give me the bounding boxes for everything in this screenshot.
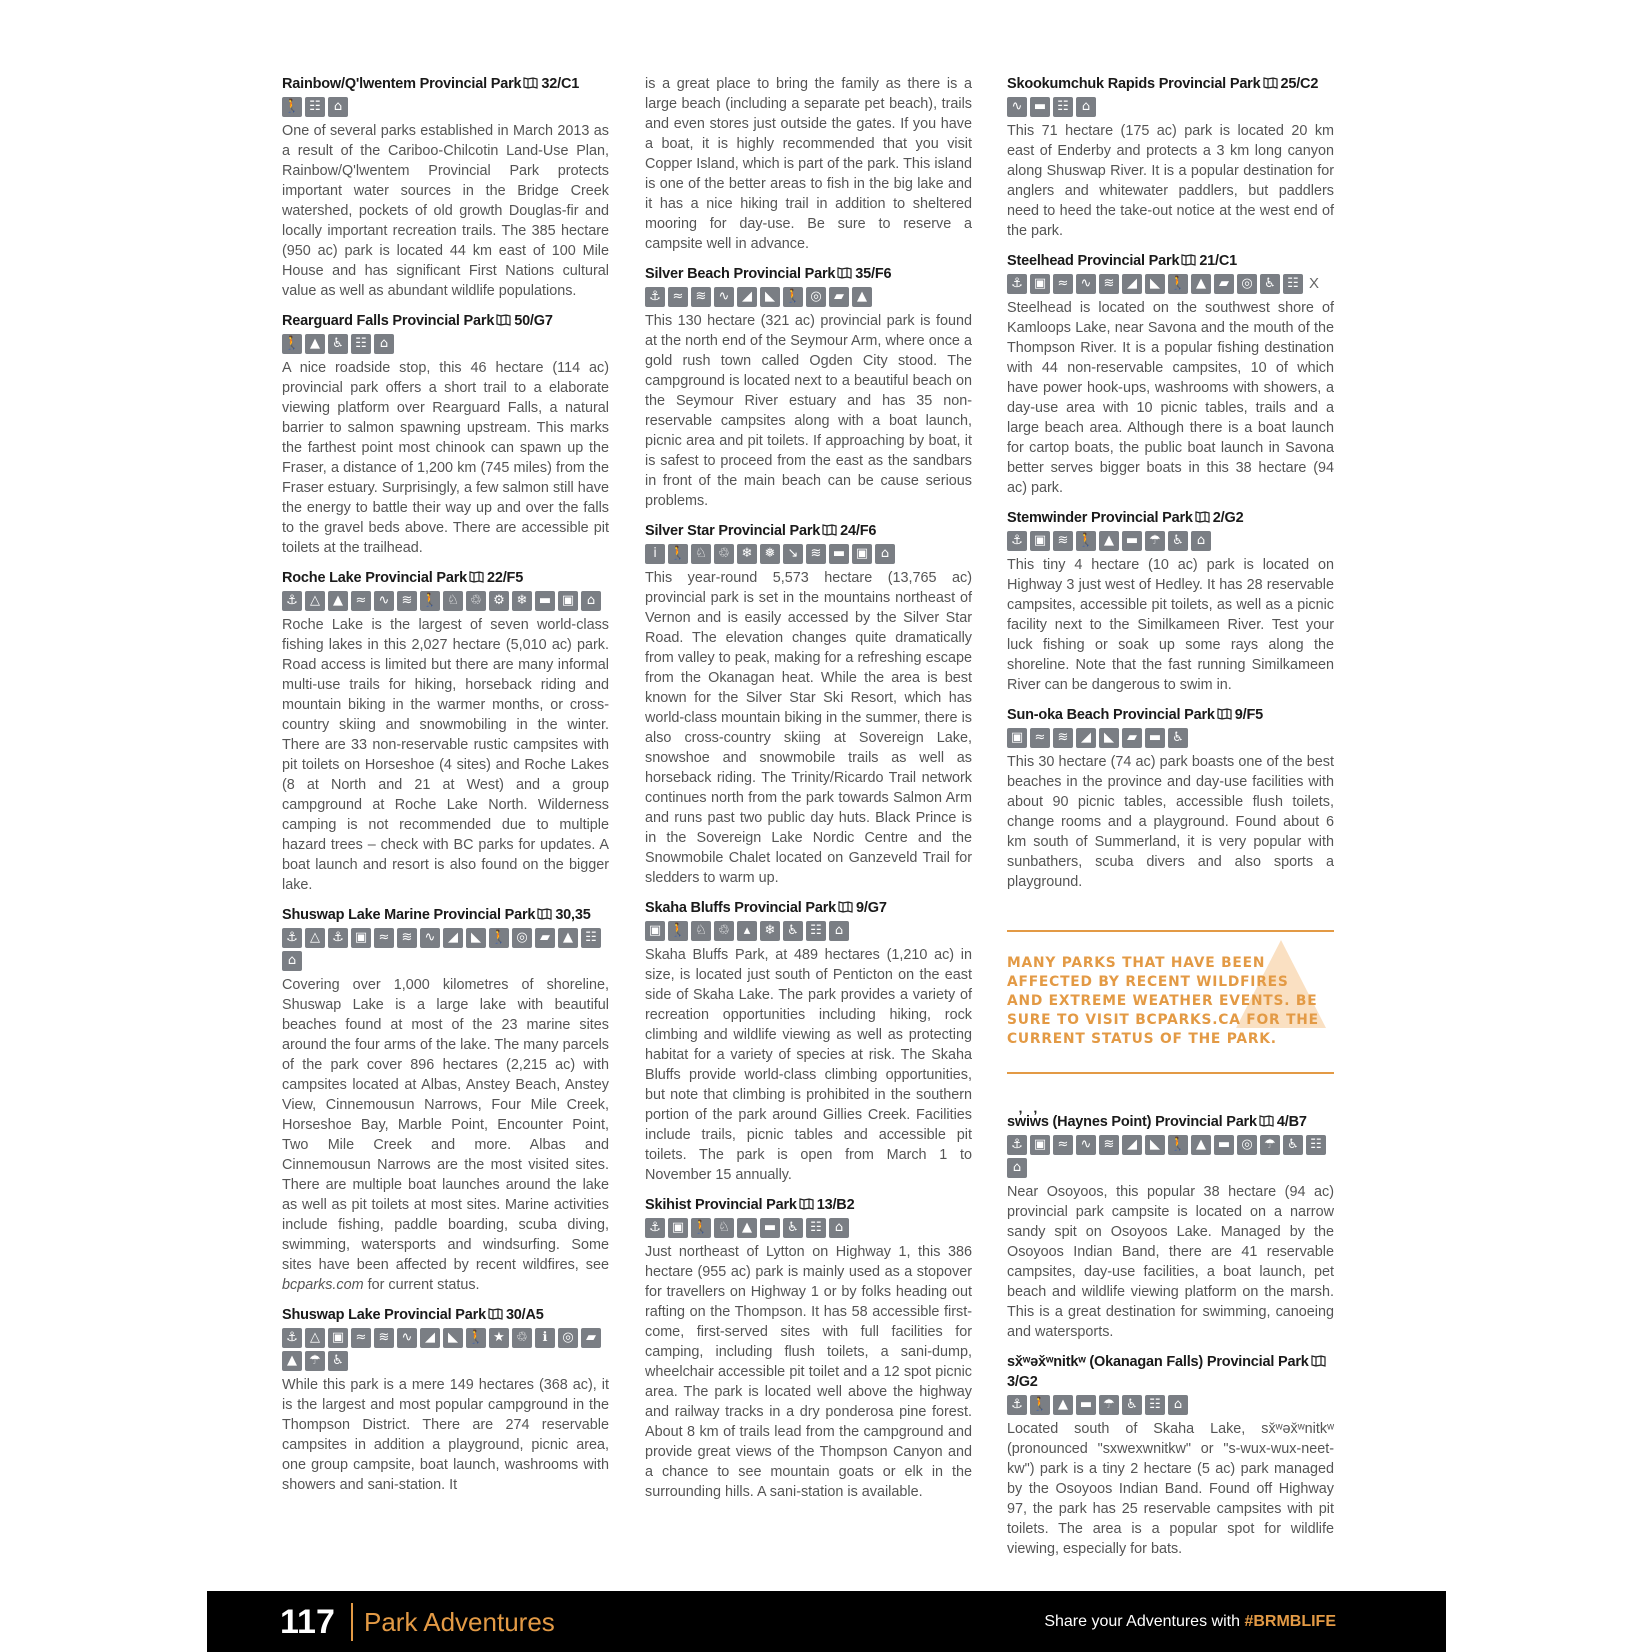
- amenity-icons: [1007, 97, 1334, 117]
- swimming-icon: ≋: [1053, 728, 1073, 748]
- map-book-icon: [838, 901, 853, 913]
- park-title: [282, 568, 609, 588]
- snowmobile-icon: ▬: [829, 544, 849, 564]
- park-description: [282, 1375, 609, 1495]
- picnic-icon: ☷: [1145, 1395, 1165, 1415]
- map-reference: 24/F6: [840, 523, 877, 539]
- toilet-icon: ⌂: [328, 97, 348, 117]
- rv-icon: ▣: [645, 921, 665, 941]
- fishing-icon: ⚓: [282, 1328, 302, 1348]
- rv-icon: ▣: [668, 1218, 688, 1238]
- park-description: [1007, 1419, 1334, 1559]
- park-text-after: for current status.: [367, 1277, 480, 1293]
- toilet-icon: ⌂: [1191, 531, 1211, 551]
- hiking-icon: 🚶: [691, 1218, 711, 1238]
- fishing-icon: ⚓: [645, 287, 665, 307]
- toilet-icon: ⌂: [374, 334, 394, 354]
- share-text: Share your Adventures with: [1044, 1613, 1240, 1630]
- fishing-icon: ⚓: [282, 591, 302, 611]
- map-reference: 4/B7: [1276, 1114, 1307, 1130]
- atv-icon: ⚙: [489, 591, 509, 611]
- snowmobile-icon: ▬: [1214, 1135, 1234, 1155]
- amenity-icons: [645, 1218, 972, 1238]
- paddling-icon: ∿: [1076, 274, 1096, 294]
- amenity-icons: [1007, 1395, 1334, 1415]
- hiking-icon: 🚶: [668, 544, 688, 564]
- park-description: [1007, 298, 1334, 498]
- paddling-icon: ∿: [420, 928, 440, 948]
- boat-launch-icon: ≈: [668, 287, 688, 307]
- park-entry: [1007, 251, 1334, 498]
- park-title: [282, 905, 609, 925]
- park-title: [282, 74, 609, 94]
- picnic-icon: ☷: [351, 334, 371, 354]
- park-text: is a great place to bring the family as there is a large beach (including a separate pet beach), trails and even stores just outside the gates. If you have a boat, it is highly recommended that you visit Copper Island, which is part of the park. This island is one of the better areas to fish in the big lake and it has a nice hiking trail in addition to sheltered mooring for day-use. Be sure to reserve a campsite well in advance.: [645, 76, 972, 252]
- canoe-icon: ◣: [443, 1328, 463, 1348]
- snowmobile-icon: ▬: [1030, 97, 1050, 117]
- hiking-icon: 🚶: [1168, 1135, 1188, 1155]
- map-reference: 9/F5: [1234, 707, 1263, 723]
- fishing-icon: ⚓: [645, 1218, 665, 1238]
- map-book-icon: [488, 1308, 503, 1320]
- amenity-icons: [282, 1328, 609, 1371]
- hashtag-link[interactable]: #BRMBLIFE: [1244, 1613, 1336, 1630]
- amenity-icons: [282, 928, 609, 971]
- boat-launch-icon: ≈: [351, 591, 371, 611]
- park-entry: [1007, 1352, 1334, 1559]
- mountain-bike-icon: ♲: [714, 544, 734, 564]
- accessible-icon: ♿: [1283, 1135, 1303, 1155]
- windsurfing-icon: ◢: [737, 287, 757, 307]
- share-line: [1044, 1611, 1336, 1633]
- map-book-icon: [523, 77, 538, 89]
- park-text: This 71 hectare (175 ac) park is located 20 km east of Enderby and protects a 3 km long canyon along Shuswap River. It is a popular destination for anglers and whitewater paddlers, but paddlers need to heed the take-out notice at the west end of the park.: [1007, 123, 1334, 239]
- park-name: Steelhead Provincial Park: [1007, 253, 1180, 269]
- toilet-icon: ⌂: [1007, 1158, 1027, 1178]
- park-title: [645, 521, 972, 541]
- windsurfing-icon: ◢: [1122, 274, 1142, 294]
- park-text: Located south of Skaha Lake, sx̌ʷəx̌ʷnitkʷ (pronounced "sxwexwnitkw" or "s-wux-wux-neet-kw") park is a tiny 2 hectare (5 ac) park managed by the Osoyoos Indian Band. Found off Highway 97, the park has 25 reservable campsites with pit toilets. The area is a popular spot for wildlife viewing, especially for bats.: [1007, 1421, 1334, 1557]
- snowmobile-icon: ▬: [1145, 728, 1165, 748]
- park-description: [1007, 555, 1334, 695]
- map-reference: 30,35: [555, 907, 591, 923]
- swimming-icon: ≋: [1053, 531, 1073, 551]
- map-book-icon: [469, 571, 484, 583]
- rv-icon: ▣: [852, 544, 872, 564]
- rv-icon: ▣: [1030, 1135, 1050, 1155]
- fishing-icon: ⚓: [1007, 1395, 1027, 1415]
- snowshoe-icon: ❅: [760, 544, 780, 564]
- park-text: A nice roadside stop, this 46 hectare (114 ac) provincial park offers a short trail to a elaborate viewing platform over Rearguard Falls, a natural barrier to salmon spawning upstream. This marks the farthest point most chinook can spawn up the Fraser, a distance of 1,200 km (745 miles) from the Fraser estuary. Surprisingly, a few salmon still have the energy to battle their way up and over the falls to the gravel beds above. There are accessible pit toilets at the trailhead.: [282, 360, 609, 556]
- paddling-icon: ∿: [397, 1328, 417, 1348]
- park-text: This 130 hectare (321 ac) provincial park is found at the north end of the Seymour Arm, where once a gold rush town called Ogden City stood. The campground is located next to a beautiful beach on the Seymour River estuary and has 35 non-reservable campsites along with a boat launch, picnic area and pit toilets. If approaching by boat, it is safest to proceed from the east as the sandbars in front of the main beach can be cause serious problems.: [645, 313, 972, 509]
- rv-icon: ▣: [558, 591, 578, 611]
- park-description: [645, 945, 972, 1185]
- canoe-icon: ◣: [466, 928, 486, 948]
- park-title: [1007, 508, 1334, 528]
- park-entry: [645, 898, 972, 1185]
- amenity-icons: [1007, 531, 1334, 551]
- map-reference: 30/A5: [505, 1307, 544, 1323]
- park-entry: [282, 568, 609, 895]
- park-title: [282, 1305, 609, 1325]
- map-book-icon: [1181, 254, 1196, 266]
- column-3: [1007, 74, 1334, 902]
- park-entry: [1007, 1112, 1334, 1342]
- boat-icon: ▰: [1122, 728, 1142, 748]
- hiking-icon: 🚶: [1030, 1395, 1050, 1415]
- cross-country-ski-icon: ❄: [512, 591, 532, 611]
- mountain-bike-icon: ♲: [466, 591, 486, 611]
- horseback-icon: ♘: [691, 544, 711, 564]
- park-name: Roche Lake Provincial Park: [282, 570, 467, 586]
- viewpoint-icon: ▲: [558, 928, 578, 948]
- swimming-icon: ≋: [397, 928, 417, 948]
- picnic-icon: ☷: [1283, 274, 1303, 294]
- park-entry: [1007, 508, 1334, 695]
- rv-icon: ▣: [351, 928, 371, 948]
- park-entry: [282, 1305, 609, 1495]
- hiking-icon: 🚶: [282, 97, 302, 117]
- park-name: Rainbow/Q'lwentem Provincial Park: [282, 76, 522, 92]
- picnic-icon: ☷: [806, 1218, 826, 1238]
- shower-icon: ☂: [305, 1351, 325, 1371]
- swimming-icon: ≋: [1099, 1135, 1119, 1155]
- rv-icon: ▣: [1030, 531, 1050, 551]
- park-name: Skaha Bluffs Provincial Park: [645, 900, 837, 916]
- toilet-icon: ⌂: [282, 951, 302, 971]
- boat-icon: ▰: [581, 1328, 601, 1348]
- picnic-icon: ☷: [581, 928, 601, 948]
- park-title: [645, 264, 972, 284]
- wildfire-notice-text: MANY PARKS THAT HAVE BEEN AFFECTED BY RECENT WILDFIRES AND EXTREME WEATHER EVENTS. BE SURE TO VISIT BCPARKS.CA FOR THE CURRENT STATUS OF THE PARK.: [1007, 955, 1319, 1047]
- hiking-icon: 🚶: [420, 591, 440, 611]
- map-book-icon: [1263, 77, 1278, 89]
- park-name: Shuswap Lake Provincial Park: [282, 1307, 486, 1323]
- park-name: Silver Beach Provincial Park: [645, 266, 836, 282]
- scuba-icon: ◎: [1237, 1135, 1257, 1155]
- swimming-icon: ≋: [691, 287, 711, 307]
- fishing-icon: ⚓: [1007, 1135, 1027, 1155]
- page-footer: [207, 1591, 1446, 1652]
- rv-icon: ▣: [1007, 728, 1027, 748]
- park-text: Covering over 1,000 kilometres of shoreline, Shuswap Lake is a large lake with beautiful beaches found at most of the 23 marine sites around the four arms of the lake. The many parcels of the park cover 896 hectares (2,215 ac) with campsites located at Albas, Anstey Beach, Anstey View, Cinnemousun Narrows, Four Mile Creek, Horseshoe Bay, Marble Point, Encounter Point, Two Mile Creek and more. Albas and Cinnemousun Narrows are the most visited sites. There are multiple boat launches around the lake as well as pit toilets at most sites. Marine activities include fishing, paddle boarding, scuba diving, swimming, watersports and windsurfing. Some sites have been affected by recent wildfires, see: [282, 977, 609, 1273]
- wildfire-notice-box: [1007, 930, 1334, 1074]
- footer-divider: [351, 1603, 353, 1641]
- park-description: [282, 975, 609, 1295]
- park-description: [1007, 752, 1334, 892]
- camping-icon: △: [305, 928, 325, 948]
- cross-country-ski-icon: ❄: [737, 544, 757, 564]
- map-reference: 3/G2: [1007, 1374, 1038, 1390]
- viewpoint-icon: ▲: [282, 1351, 302, 1371]
- picnic-icon: ☷: [1053, 97, 1073, 117]
- canoe-icon: ◣: [1145, 274, 1165, 294]
- toilet-icon: ⌂: [829, 921, 849, 941]
- viewpoint-icon: ▲: [1053, 1395, 1073, 1415]
- map-reference: 2/G2: [1212, 510, 1244, 526]
- canoe-icon: ◣: [760, 287, 780, 307]
- scuba-icon: ◎: [558, 1328, 578, 1348]
- map-reference: 32/C1: [541, 76, 580, 92]
- toilet-icon: ⌂: [581, 591, 601, 611]
- park-entry: [1007, 74, 1334, 241]
- park-title: [1007, 74, 1334, 94]
- hiking-icon: 🚶: [1168, 274, 1188, 294]
- park-text: Roche Lake is the largest of seven world-class fishing lakes in this 2,027 hectare (5,010 ac) park. Road access is limited but there are many informal multi-use trails for hiking, horseback riding and mountain biking in the warmer months, or cross-country skiing and snowmobiling in the winter. There are 33 non-reservable rustic campsites with pit toilets on Horseshoe (4 sites) and Roche Lakes (8 at North and 21 at West) and a group campground at Roche Lake North. Wilderness camping is not recommended due to multiple hazard trees – check with BC parks for updates. A boat launch and resort is also found on the bigger lake.: [282, 617, 609, 893]
- paddling-icon: ∿: [714, 287, 734, 307]
- boat-launch-icon: ≈: [1030, 728, 1050, 748]
- park-entry: [645, 74, 972, 254]
- park-description: [645, 311, 972, 511]
- park-title: [645, 1195, 972, 1215]
- accessible-icon: ♿: [783, 921, 803, 941]
- park-name: Rearguard Falls Provincial Park: [282, 313, 495, 329]
- swimming-icon: ≋: [806, 544, 826, 564]
- map-book-icon: [1259, 1115, 1274, 1127]
- map-reference: 9/G7: [856, 900, 887, 916]
- park-entry: [645, 521, 972, 888]
- park-name: Skookumchuk Rapids Provincial Park: [1007, 76, 1261, 92]
- column-3-lower: [1007, 1112, 1334, 1569]
- park-title: [1007, 1112, 1334, 1132]
- rv-icon: ▣: [1030, 274, 1050, 294]
- canoe-icon: ◣: [1145, 1135, 1165, 1155]
- boat-launch-icon: ≈: [374, 928, 394, 948]
- paddling-icon: ∿: [1076, 1135, 1096, 1155]
- park-description: [645, 568, 972, 888]
- park-name: Skihist Provincial Park: [645, 1197, 797, 1213]
- x-mark: X: [1309, 275, 1320, 292]
- viewpoint-icon: ▲: [1099, 531, 1119, 551]
- map-book-icon: [799, 1198, 814, 1210]
- fishing-icon: ⚓: [1007, 274, 1027, 294]
- park-entry: [645, 264, 972, 511]
- hiking-icon: 🚶: [466, 1328, 486, 1348]
- anchor-icon: ⚓: [328, 928, 348, 948]
- map-book-icon: [1195, 511, 1210, 523]
- viewpoint-icon: ▲: [1191, 1135, 1211, 1155]
- park-text: While this park is a mere 149 hectares (368 ac), it is the largest and most popular campground in the Thompson District. There are 274 reservable campsites in addition a playground, picnic area, one group campsite, boat launch, washrooms with showers and sani-station. It: [282, 1377, 609, 1493]
- camping-icon: △: [305, 591, 325, 611]
- section-title: Park Adventures: [364, 1607, 555, 1637]
- interpretive-icon: ℹ: [535, 1328, 555, 1348]
- windsurfing-icon: ◢: [443, 928, 463, 948]
- park-title: [645, 898, 972, 918]
- amenity-icons: [645, 921, 972, 941]
- park-description: [282, 358, 609, 558]
- fishing-icon: ⚓: [282, 928, 302, 948]
- park-text: This tiny 4 hectare (10 ac) park is located on Highway 3 just west of Hedley. It has 28 reservable campsites, accessible pit toilets, as well as a picnic facility next to the Similkameen River. Test your luck fishing or soak up some rays along the shoreline. Note that the fast running Similkameen River can be dangerous to swim in.: [1007, 557, 1334, 693]
- park-title: [1007, 251, 1334, 271]
- windsurfing-icon: ◢: [1076, 728, 1096, 748]
- amenity-icons: [282, 97, 609, 117]
- park-entry: [282, 905, 609, 1295]
- page-number: 117: [280, 1603, 335, 1641]
- map-book-icon: [537, 908, 552, 920]
- park-description: [645, 1242, 972, 1502]
- park-text: This 30 hectare (74 ac) park boasts one of the best beaches in the province and day-use facilities with about 90 picnic tables, accessible flush toilets, change rooms and a playground. Found about 6 km south of Summerland, it is very popular with sunbathers, scuba divers and also sports a playground.: [1007, 754, 1334, 890]
- park-name: Silver Star Provincial Park: [645, 523, 821, 539]
- picnic-icon: ☷: [1306, 1135, 1326, 1155]
- park-title: [1007, 1352, 1334, 1392]
- viewpoint-icon: ▲: [305, 334, 325, 354]
- park-text: This year-round 5,573 hectare (13,765 ac) provincial park is set in the mountains northeast of Vernon and is easily accessed by the Silver Star Road. The elevation changes quite dramatically from valley to peak, making for a refreshing escape from the Okanagan heat. While the area is best known for the Silver Star Ski Resort, which has world-class mountain biking in the summer, there is also cross-country skiing at Sovereign Lake, snowshoe and snowmobile trails as well as horseback riding. The Trinity/Ricardo Trail network continues north from the park towards Salmon Arm and runs past two public day huts. Black Prince is in the Sovereign Lake Nordic Centre and the Snowmobile Chalet located on Ganzeveld Trail for sledders to warm up.: [645, 570, 972, 886]
- hiking-icon: 🚶: [668, 921, 688, 941]
- map-reference: 50/G7: [514, 313, 553, 329]
- hiking-icon: 🚶: [1076, 531, 1096, 551]
- park-text: Near Osoyoos, this popular 38 hectare (94 ac) provincial park campsite is located on a narrow sandy spit on Osoyoos Lake. Managed by the Osoyoos Indian Band, there are 41 reservable campsites, day-use facilities, a boat launch, pet beach and wildlife viewing platform on the marsh. This is a great destination for swimming, canoeing and watersports.: [1007, 1184, 1334, 1340]
- horseback-icon: ♘: [714, 1218, 734, 1238]
- park-entry: [645, 1195, 972, 1502]
- shower-icon: ☂: [1260, 1135, 1280, 1155]
- amenity-icons: [1007, 274, 1334, 294]
- paddling-icon: ∿: [374, 591, 394, 611]
- viewpoint-icon: ▲: [852, 287, 872, 307]
- windsurfing-icon: ◢: [1122, 1135, 1142, 1155]
- accessible-icon: ♿: [328, 334, 348, 354]
- hiking-icon: 🚶: [489, 928, 509, 948]
- amenity-icons: [282, 591, 609, 611]
- accessible-icon: ♿: [1260, 274, 1280, 294]
- amenity-icons: [1007, 1135, 1334, 1178]
- map-book-icon: [496, 314, 511, 326]
- picnic-icon: ☷: [806, 921, 826, 941]
- amenity-icons: [1007, 728, 1334, 748]
- park-text: One of several parks established in March 2013 as a result of the Cariboo-Chilcotin Land-Use Plan, Rainbow/Q'lwentem Provincial Park protects important water sources in the Bridge Creek watershed, pockets of old growth Douglas-fir and locally important recreation trails. The 385 hectare (950 ac) park is located 44 km east of 100 Mile House and has significant First Nations cultural value as well as abundant wildlife populations.: [282, 123, 609, 299]
- park-name: Sun-oka Beach Provincial Park: [1007, 707, 1215, 723]
- accessible-icon: ♿: [783, 1218, 803, 1238]
- fishing-icon: ⚓: [1007, 531, 1027, 551]
- map-reference: 22/F5: [487, 570, 524, 586]
- park-title: [1007, 705, 1334, 725]
- hiking-icon: 🚶: [783, 287, 803, 307]
- amenity-icons: [645, 544, 972, 564]
- camping-icon: △: [305, 1328, 325, 1348]
- boat-launch-icon: ≈: [351, 1328, 371, 1348]
- accessible-icon: ♿: [1168, 728, 1188, 748]
- map-reference: 35/F6: [855, 266, 892, 282]
- park-name: Stemwinder Provincial Park: [1007, 510, 1193, 526]
- cross-country-ski-icon: ❄: [760, 921, 780, 941]
- park-description: [282, 615, 609, 895]
- map-reference: 25/C2: [1280, 76, 1319, 92]
- viewpoint-icon: ▲: [1191, 274, 1211, 294]
- horseback-icon: ♘: [443, 591, 463, 611]
- park-description: [282, 121, 609, 301]
- horseback-icon: ♘: [691, 921, 711, 941]
- amenity-icons: [282, 334, 609, 354]
- park-description: [1007, 121, 1334, 241]
- park-description: [1007, 1182, 1334, 1342]
- tent-icon: ▲: [328, 591, 348, 611]
- park-name: sw̓iw̓s (Haynes Point) Provincial Park: [1007, 1114, 1257, 1130]
- canoe-icon: ◣: [1099, 728, 1119, 748]
- scuba-icon: ◎: [1237, 274, 1257, 294]
- park-entry: [1007, 705, 1334, 892]
- park-entry: [282, 74, 609, 301]
- park-title: [282, 311, 609, 331]
- swimming-icon: ≋: [1099, 274, 1119, 294]
- park-text: Just northeast of Lytton on Highway 1, this 386 hectare (955 ac) park is mainly used as a stopover for travellers on Highway 1 or by folks heading out rafting on the Thompson. It has 58 accessible first-come, first-served sites with full facilities for camping, including flush toilets, a sani-dump, wheelchair accessible pit toilet and a 12 spot picnic area. The park is located well above the highway and railway tracks in a dry ponderosa pine forest. About 8 km of trails lead from the campground and provide great views of the Thompson Canyon and a chance to see mountain goats or elk in the surrounding hills. A sani-station is available.: [645, 1244, 972, 1500]
- accessible-icon: ♿: [1168, 531, 1188, 551]
- boat-launch-icon: ≈: [1053, 274, 1073, 294]
- amenity-icons: [645, 287, 972, 307]
- boat-icon: ▰: [535, 928, 555, 948]
- downhill-ski-icon: ↘: [783, 544, 803, 564]
- snowmobile-icon: ▬: [535, 591, 555, 611]
- paddling-icon: ∿: [1007, 97, 1027, 117]
- scuba-icon: ◎: [806, 287, 826, 307]
- mountain-bike-icon: ♲: [714, 921, 734, 941]
- windsurfing-icon: ◢: [420, 1328, 440, 1348]
- info-icon: i: [645, 544, 665, 564]
- accessible-icon: ♿: [1122, 1395, 1142, 1415]
- snowmobile-icon: ▬: [1122, 531, 1142, 551]
- playground-icon: ★: [489, 1328, 509, 1348]
- park-description: [645, 74, 972, 254]
- park-name: Shuswap Lake Marine Provincial Park: [282, 907, 536, 923]
- snowmobile-icon: ▬: [760, 1218, 780, 1238]
- boat-launch-icon: ≈: [1053, 1135, 1073, 1155]
- map-reference: 21/C1: [1199, 253, 1238, 269]
- column-2: [645, 74, 972, 1512]
- park-entry: [282, 311, 609, 558]
- mountain-bike-icon: ♲: [512, 1328, 532, 1348]
- climbing-icon: ▴: [737, 921, 757, 941]
- map-book-icon: [837, 267, 852, 279]
- swimming-icon: ≋: [374, 1328, 394, 1348]
- boat-icon: ▰: [829, 287, 849, 307]
- map-book-icon: [1311, 1355, 1326, 1367]
- hiking-icon: 🚶: [282, 334, 302, 354]
- picnic-icon: ☷: [305, 97, 325, 117]
- toilet-icon: ⌂: [1076, 97, 1096, 117]
- shower-icon: ☂: [1145, 531, 1165, 551]
- toilet-icon: ⌂: [875, 544, 895, 564]
- swimming-icon: ≋: [397, 591, 417, 611]
- scuba-icon: ◎: [512, 928, 532, 948]
- accessible-icon: ♿: [328, 1351, 348, 1371]
- park-name: sx̌ʷəx̌ʷnitkʷ (Okanagan Falls) Provincial Park: [1007, 1354, 1309, 1370]
- park-text: Steelhead is located on the southwest shore of Kamloops Lake, near Savona and the mouth of the Thompson River. It is a popular fishing destination with 44 non-reservable campsites, 10 of which have power hook-ups, washrooms with showers, a day-use area with 10 picnic tables, trails and a large beach area. Although there is a boat launch for cartop boats, the public boat launch in Savona better serves bigger boats in this 38 hectare (94 ac) park.: [1007, 300, 1334, 496]
- park-link[interactable]: bcparks.com: [282, 1277, 364, 1293]
- toilet-icon: ⌂: [829, 1218, 849, 1238]
- column-1: [282, 74, 609, 1505]
- boat-icon: ▰: [1214, 274, 1234, 294]
- rv-icon: ▣: [328, 1328, 348, 1348]
- park-text: Skaha Bluffs Park, at 489 hectares (1,210 ac) in size, is located just south of Penticton on the east side of Skaha Lake. The park provides a variety of recreation opportunities including hiking, rock climbing and wildlife viewing as well as protecting habitat for a variety of species at risk. The Skaha Bluffs provide world-class climbing opportunities, but note that climbing is prohibited in the southern portion of the park around Gillies Creek. Facilities include trails, picnic tables and accessible pit toilets. The park is open from March 1 to November 15 annually.: [645, 947, 972, 1183]
- map-reference: 13/B2: [816, 1197, 855, 1213]
- shower-icon: ☂: [1099, 1395, 1119, 1415]
- viewpoint-icon: ▲: [737, 1218, 757, 1238]
- map-book-icon: [822, 524, 837, 536]
- toilet-icon: ⌂: [1168, 1395, 1188, 1415]
- snowmobile-icon: ▬: [1076, 1395, 1096, 1415]
- map-book-icon: [1217, 708, 1232, 720]
